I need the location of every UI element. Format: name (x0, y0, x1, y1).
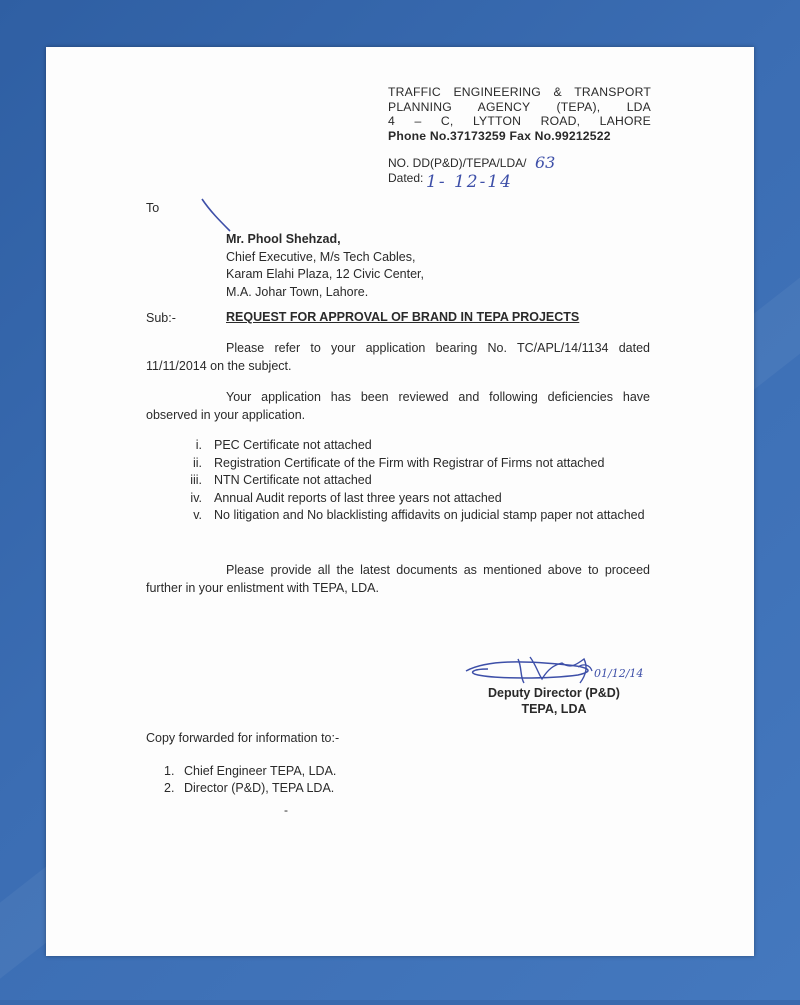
paragraph-1-text: Please refer to your application bearing No. TC/APL/14/1134 dated 11/11/2014 on the subject. (146, 341, 650, 373)
list-item (176, 490, 650, 508)
list-item-number: ii. (192, 455, 202, 470)
dated-label: Dated: (388, 171, 424, 185)
recipient-line-3: M.A. Johar Town, Lahore. (226, 284, 369, 299)
list-item-text: Registration Certificate of the Firm with Registrar of Firms not attached (214, 455, 605, 470)
list-item (164, 780, 336, 797)
letterhead-phone: Phone No.37173259 Fax No.99212522 (388, 128, 611, 143)
letterhead-line-3: 4 – C, LYTTON ROAD, LAHORE (388, 114, 651, 128)
letterhead-line-1: TRAFFIC ENGINEERING & TRANSPORT (388, 85, 651, 99)
paragraph-2 (146, 389, 650, 424)
list-item-text: Chief Engineer TEPA, LDA. (184, 764, 337, 778)
list-item-text: No litigation and No blacklisting affidavits on judicial stamp paper not attached (214, 508, 645, 522)
recipient-line-1: Chief Executive, M/s Tech Cables, (226, 249, 416, 264)
list-item-number: 2. (164, 780, 175, 795)
paragraph-3-text: Please provide all the latest documents as mentioned above to proceed further in your enlistment with TEPA, LDA. (146, 563, 650, 595)
copy-list (164, 763, 336, 796)
recipient-address (226, 231, 424, 301)
list-item (164, 763, 336, 780)
trailing-mark: - (284, 803, 288, 817)
list-item (176, 472, 650, 490)
paragraph-3 (146, 562, 650, 597)
letter-page (46, 47, 754, 956)
letterhead-line-2: PLANNING AGENCY (TEPA), LDA (388, 99, 651, 114)
reference-number-handwritten: 63 (535, 153, 556, 172)
list-item (176, 455, 650, 473)
list-item-number: iv. (190, 490, 202, 505)
list-item-text: PEC Certificate not attached (214, 438, 372, 452)
list-item-text: Director (P&D), TEPA LDA. (184, 780, 335, 795)
subject-label: Sub:- (146, 311, 176, 325)
to-label: To (146, 201, 160, 215)
dated-handwritten: 1- 12-14 (426, 172, 513, 192)
list-item-number: 1. (164, 764, 175, 778)
deficiency-list (176, 437, 650, 525)
list-item (176, 437, 650, 455)
reference-number-label: NO. DD(P&D)/TEPA/LDA/ (388, 156, 527, 170)
pen-tick-mark (200, 197, 232, 233)
list-item (176, 507, 650, 525)
recipient-line-2: Karam Elahi Plaza, 12 Civic Center, (226, 267, 425, 281)
signatory-designation: Deputy Director (P&D) (488, 686, 620, 700)
signature-date-handwritten: 01/12/14 (594, 667, 644, 680)
list-item-text: Annual Audit reports of last three years not attached (214, 490, 502, 505)
signatory-block (488, 685, 620, 717)
list-item-text: NTN Certificate not attached (214, 473, 372, 487)
paragraph-2-text: Your application has been reviewed and following deficiencies have observed in your application. (146, 390, 650, 422)
signatory-organisation: TEPA, LDA (521, 702, 587, 716)
paragraph-1 (146, 340, 650, 375)
list-item-number: i. (195, 438, 202, 452)
subject-text: REQUEST FOR APPROVAL OF BRAND IN TEPA PROJECTS (226, 310, 580, 324)
recipient-name: Mr. Phool Shehzad, (226, 232, 341, 246)
letterhead (388, 85, 651, 143)
list-item-number: iii. (190, 473, 202, 487)
copy-forwarded-label: Copy forwarded for information to:- (146, 731, 340, 745)
list-item-number: v. (193, 508, 202, 522)
